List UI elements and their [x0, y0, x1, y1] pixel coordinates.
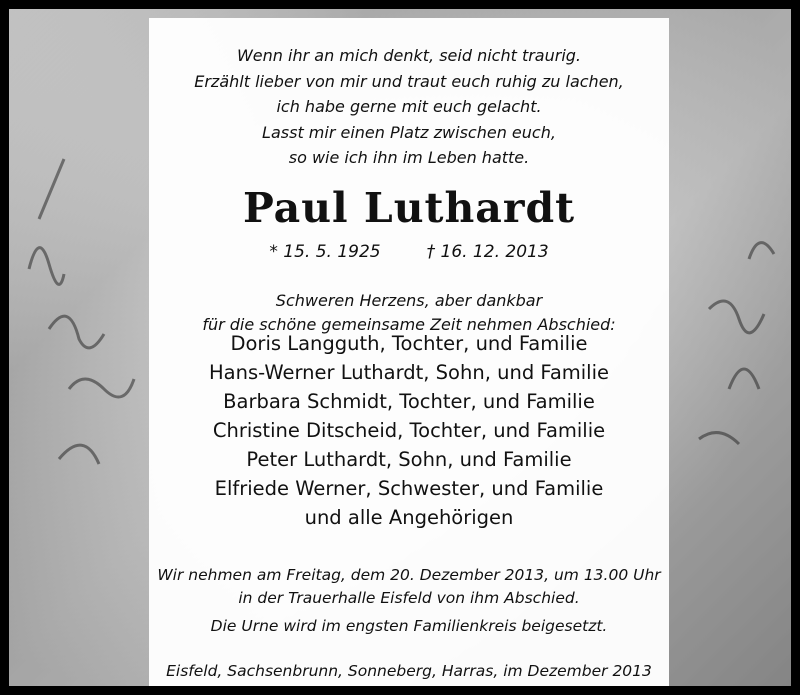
birth-date: * 15. 5. 1925: [269, 242, 381, 262]
urn-note: Die Urne wird im engsten Familienkreis beigesetzt.: [210, 617, 608, 635]
poem: [149, 43, 669, 171]
place-date: Eisfeld, Sachsenbrunn, Sonneberg, Harras, im Dezember 2013: [166, 662, 652, 680]
intro-line: für die schöne gemeinsame Zeit nehmen Abschied:: [202, 315, 616, 334]
poem-line: ich habe gerne mit euch gelacht.: [276, 97, 542, 116]
poem-line: so wie ich ihn im Leben hatte.: [288, 148, 530, 167]
mourners-list: [149, 329, 669, 532]
service-info: [149, 564, 669, 610]
poem-line: Lasst mir einen Platz zwischen euch,: [262, 122, 556, 142]
death-date: † 16. 12. 2013: [426, 242, 549, 262]
mourner-entry: Doris Langguth, Tochter, und Familie: [230, 332, 588, 355]
deceased-name: Paul Luthardt: [242, 184, 576, 232]
mourner-entry: Peter Luthardt, Sohn, und Familie: [246, 448, 572, 471]
obituary-panel: [149, 18, 669, 695]
poem-line: Wenn ihr an mich denkt, seid nicht traurig.: [236, 46, 582, 65]
service-line: in der Trauerhalle Eisfeld von ihm Abschied.: [238, 589, 580, 607]
mourner-entry: Hans-Werner Luthardt, Sohn, und Familie: [208, 361, 610, 384]
service-line: Wir nehmen am Freitag, dem 20. Dezember 2013, um 13.00 Uhr: [157, 566, 661, 584]
mourner-entry: und alle Angehörigen: [304, 506, 514, 529]
life-dates: [149, 240, 669, 264]
mourner-entry: Elfriede Werner, Schwester, und Familie: [214, 477, 604, 500]
poem-line: Erzählt lieber von mir und traut euch ruhig zu lachen,: [194, 71, 624, 91]
mourner-entry: Christine Ditscheid, Tochter, und Familie: [212, 419, 606, 442]
mourner-entry: Barbara Schmidt, Tochter, und Familie: [223, 390, 595, 413]
intro-line: Schweren Herzens, aber dankbar: [275, 291, 543, 310]
